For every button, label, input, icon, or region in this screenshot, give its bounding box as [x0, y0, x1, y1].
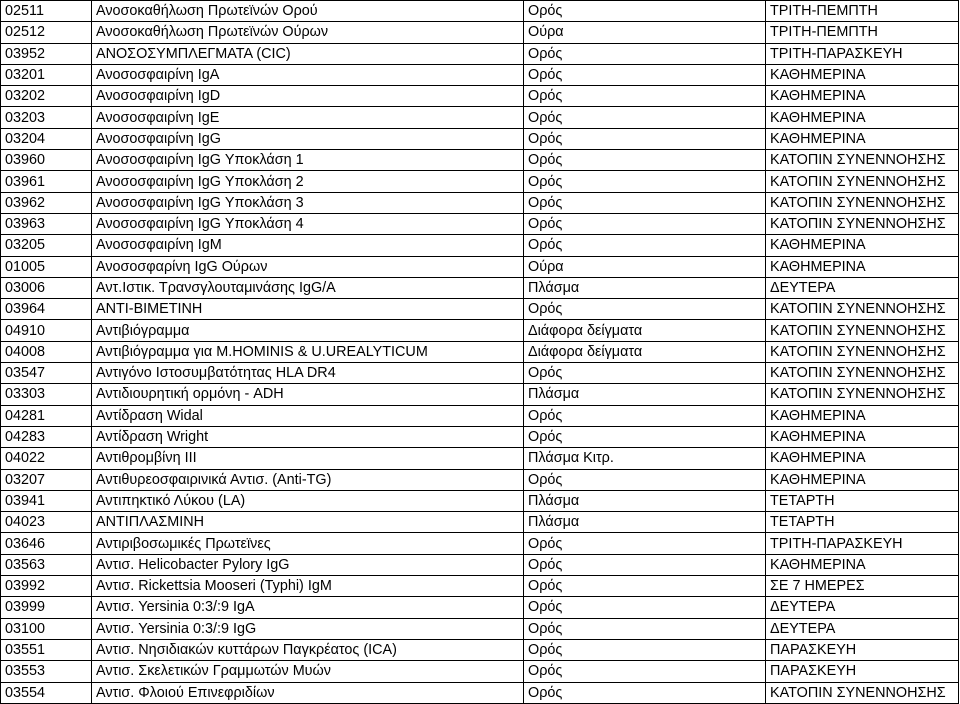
table-body [1, 1, 959, 704]
sample-type-cell: Ορός [524, 192, 766, 213]
test-code-cell: 03962 [1, 192, 92, 213]
table-row [1, 150, 959, 171]
test-code-cell: 03646 [1, 533, 92, 554]
test-code-cell: 04283 [1, 426, 92, 447]
sample-type-cell: Ορός [524, 618, 766, 639]
sample-type-cell: Ορός [524, 150, 766, 171]
sample-type-cell: Ορός [524, 576, 766, 597]
table-row [1, 682, 959, 703]
test-name-cell: Αντίδραση Wright [92, 426, 524, 447]
schedule-cell: ΚΑΘΗΜΕΡΙΝΑ [766, 235, 959, 256]
schedule-cell: ΚΑΤΟΠΙΝ ΣΥΝΕΝΝΟΗΣΗΣ [766, 171, 959, 192]
schedule-cell: ΤΕΤΑΡΤΗ [766, 490, 959, 511]
table-row [1, 639, 959, 660]
schedule-cell: ΚΑΘΗΜΕΡΙΝΑ [766, 107, 959, 128]
table-row [1, 597, 959, 618]
table-row [1, 448, 959, 469]
test-name-cell: Ανοσοσφαιρίνη IgD [92, 86, 524, 107]
table-row [1, 277, 959, 298]
sample-type-cell: Ορός [524, 661, 766, 682]
table-row [1, 661, 959, 682]
sample-type-cell: Ορός [524, 107, 766, 128]
table-row [1, 107, 959, 128]
sample-type-cell: Ορός [524, 639, 766, 660]
schedule-cell: ΚΑΘΗΜΕΡΙΝΑ [766, 448, 959, 469]
test-code-cell: 01005 [1, 256, 92, 277]
table-row [1, 256, 959, 277]
test-name-cell: Αντισ. Rickettsia Mooseri (Typhi) IgM [92, 576, 524, 597]
table-row [1, 554, 959, 575]
sample-type-cell: Ορός [524, 64, 766, 85]
test-name-cell: Ανοσοσφαιρίνη IgA [92, 64, 524, 85]
test-name-cell: Αντιδιουρητική ορμόνη - ADH [92, 384, 524, 405]
test-name-cell: Αντισ. Helicobacter Pylory IgG [92, 554, 524, 575]
test-code-cell: 03563 [1, 554, 92, 575]
schedule-cell: ΚΑΘΗΜΕΡΙΝΑ [766, 64, 959, 85]
sample-type-cell: Πλάσμα [524, 512, 766, 533]
schedule-cell: ΔΕΥΤΕΡΑ [766, 597, 959, 618]
test-code-cell: 02512 [1, 22, 92, 43]
test-code-cell: 04281 [1, 405, 92, 426]
schedule-cell: ΚΑΘΗΜΕΡΙΝΑ [766, 554, 959, 575]
test-name-cell: Αντιπηκτικό Λύκου (LA) [92, 490, 524, 511]
schedule-cell: ΚΑΤΟΠΙΝ ΣΥΝΕΝΝΟΗΣΗΣ [766, 150, 959, 171]
test-code-cell: 03100 [1, 618, 92, 639]
test-name-cell: Αντ.Ιστικ. Τρανσγλουταμινάσης IgG/A [92, 277, 524, 298]
sample-type-cell: Ορός [524, 1, 766, 22]
table-row [1, 512, 959, 533]
schedule-cell: ΚΑΤΟΠΙΝ ΣΥΝΕΝΝΟΗΣΗΣ [766, 341, 959, 362]
schedule-cell: ΚΑΘΗΜΕΡΙΝΑ [766, 86, 959, 107]
sample-type-cell: Ορός [524, 43, 766, 64]
table-row [1, 22, 959, 43]
test-name-cell: Αντιγόνο Ιστοσυμβατότητας HLA DR4 [92, 363, 524, 384]
schedule-cell: ΤΡΙΤΗ-ΠΑΡΑΣΚΕΥΗ [766, 533, 959, 554]
table-row [1, 533, 959, 554]
test-code-cell: 03551 [1, 639, 92, 660]
schedule-cell: ΠΑΡΑΣΚΕΥΗ [766, 639, 959, 660]
test-code-cell: 03964 [1, 299, 92, 320]
test-code-cell: 03999 [1, 597, 92, 618]
table-row [1, 469, 959, 490]
schedule-cell: ΣΕ 7 ΗΜΕΡΕΣ [766, 576, 959, 597]
sample-type-cell: Ορός [524, 128, 766, 149]
sample-type-cell: Ούρα [524, 256, 766, 277]
test-name-cell: Ανοσοκαθήλωση Πρωτεϊνών Ορού [92, 1, 524, 22]
table-row [1, 192, 959, 213]
schedule-cell: ΚΑΤΟΠΙΝ ΣΥΝΕΝΝΟΗΣΗΣ [766, 682, 959, 703]
test-code-cell: 03006 [1, 277, 92, 298]
test-name-cell: Αντιριβοσωμικές Πρωτεϊνες [92, 533, 524, 554]
table-row [1, 618, 959, 639]
schedule-cell: ΚΑΤΟΠΙΝ ΣΥΝΕΝΝΟΗΣΗΣ [766, 320, 959, 341]
test-name-cell: Αντισ. Yersinia 0:3/:9 IgA [92, 597, 524, 618]
sample-type-cell: Ορός [524, 682, 766, 703]
test-name-cell: Ανοσοκαθήλωση Πρωτεϊνών Ούρων [92, 22, 524, 43]
test-code-cell: 03303 [1, 384, 92, 405]
test-code-cell: 03961 [1, 171, 92, 192]
sample-type-cell: Ορός [524, 363, 766, 384]
test-code-cell: 03554 [1, 682, 92, 703]
test-name-cell: Αντισ. Σκελετικών Γραμμωτών Μυών [92, 661, 524, 682]
test-name-cell: Ανοσοσφαρίνη IgG Ούρων [92, 256, 524, 277]
table-row [1, 405, 959, 426]
test-code-cell: 03204 [1, 128, 92, 149]
table-row [1, 320, 959, 341]
test-code-cell: 04910 [1, 320, 92, 341]
schedule-cell: ΚΑΘΗΜΕΡΙΝΑ [766, 469, 959, 490]
sample-type-cell: Πλάσμα [524, 384, 766, 405]
schedule-cell: ΔΕΥΤΕΡΑ [766, 277, 959, 298]
sample-type-cell: Διάφορα δείγματα [524, 320, 766, 341]
schedule-cell: ΤΡΙΤΗ-ΠΑΡΑΣΚΕΥΗ [766, 43, 959, 64]
sample-type-cell: Ορός [524, 213, 766, 234]
sample-type-cell: Ορός [524, 171, 766, 192]
test-name-cell: Ανοσοσφαιρίνη IgG Υποκλάση 2 [92, 171, 524, 192]
table-row [1, 576, 959, 597]
table-row [1, 235, 959, 256]
test-name-cell: Αντιβιόγραμμα [92, 320, 524, 341]
table-row [1, 128, 959, 149]
schedule-cell: ΚΑΘΗΜΕΡΙΝΑ [766, 128, 959, 149]
test-name-cell: Ανοσοσφαιρίνη IgE [92, 107, 524, 128]
table-row [1, 171, 959, 192]
table-row [1, 384, 959, 405]
schedule-cell: ΚΑΘΗΜΕΡΙΝΑ [766, 405, 959, 426]
test-name-cell: Ανοσοσφαιρίνη IgM [92, 235, 524, 256]
sample-type-cell: Ορός [524, 86, 766, 107]
sample-type-cell: Ορός [524, 554, 766, 575]
table-row [1, 299, 959, 320]
test-code-cell: 03202 [1, 86, 92, 107]
schedule-cell: ΚΑΤΟΠΙΝ ΣΥΝΕΝΝΟΗΣΗΣ [766, 192, 959, 213]
schedule-cell: ΠΑΡΑΣΚΕΥΗ [766, 661, 959, 682]
sample-type-cell: Πλάσμα [524, 277, 766, 298]
schedule-cell: ΚΑΘΗΜΕΡΙΝΑ [766, 426, 959, 447]
sample-type-cell: Διάφορα δείγματα [524, 341, 766, 362]
sample-type-cell: Ορός [524, 533, 766, 554]
test-name-cell: Αντιθρομβίνη III [92, 448, 524, 469]
test-name-cell: Αντισ. Φλοιού Επινεφριδίων [92, 682, 524, 703]
test-code-cell: 04022 [1, 448, 92, 469]
test-name-cell: Ανοσοσφαιρίνη IgG Υποκλάση 1 [92, 150, 524, 171]
test-code-cell: 03205 [1, 235, 92, 256]
table-row [1, 64, 959, 85]
table-row [1, 426, 959, 447]
schedule-cell: ΚΑΤΟΠΙΝ ΣΥΝΕΝΝΟΗΣΗΣ [766, 213, 959, 234]
schedule-cell: ΚΑΘΗΜΕΡΙΝΑ [766, 256, 959, 277]
sample-type-cell: Ορός [524, 469, 766, 490]
test-code-cell: 04023 [1, 512, 92, 533]
test-code-cell: 03547 [1, 363, 92, 384]
sample-type-cell: Πλάσμα [524, 490, 766, 511]
test-name-cell: ΑΝΤΙ-ΒΙΜΕΤΙΝΗ [92, 299, 524, 320]
table-row [1, 213, 959, 234]
test-code-cell: 03201 [1, 64, 92, 85]
sample-type-cell: Ούρα [524, 22, 766, 43]
sample-type-cell: Πλάσμα Κιτρ. [524, 448, 766, 469]
test-code-cell: 03963 [1, 213, 92, 234]
schedule-cell: ΚΑΤΟΠΙΝ ΣΥΝΕΝΝΟΗΣΗΣ [766, 299, 959, 320]
table-row [1, 490, 959, 511]
sample-type-cell: Ορός [524, 299, 766, 320]
test-code-cell: 03941 [1, 490, 92, 511]
test-name-cell: Αντιβιόγραμμα για M.HOMINIS & U.UREALYTICUM [92, 341, 524, 362]
schedule-cell: ΚΑΤΟΠΙΝ ΣΥΝΕΝΝΟΗΣΗΣ [766, 363, 959, 384]
test-code-cell: 03207 [1, 469, 92, 490]
test-name-cell: Ανοσοσφαιρίνη IgG Υποκλάση 3 [92, 192, 524, 213]
test-code-cell: 03203 [1, 107, 92, 128]
test-code-cell: 03553 [1, 661, 92, 682]
schedule-cell: ΤΕΤΑΡΤΗ [766, 512, 959, 533]
table-row [1, 43, 959, 64]
schedule-cell: ΤΡΙΤΗ-ΠΕΜΠΤΗ [766, 1, 959, 22]
test-name-cell: Αντισ. Yersinia 0:3/:9 IgG [92, 618, 524, 639]
test-code-cell: 02511 [1, 1, 92, 22]
test-name-cell: Αντίδραση Widal [92, 405, 524, 426]
test-name-cell: Αντισ. Νησιδιακών κυττάρων Παγκρέατος (ICA) [92, 639, 524, 660]
sample-type-cell: Ορός [524, 405, 766, 426]
sample-type-cell: Ορός [524, 235, 766, 256]
table-row [1, 86, 959, 107]
test-name-cell: Ανοσοσφαιρίνη IgG [92, 128, 524, 149]
schedule-cell: ΤΡΙΤΗ-ΠΕΜΠΤΗ [766, 22, 959, 43]
schedule-cell: ΔΕΥΤΕΡΑ [766, 618, 959, 639]
table-row [1, 1, 959, 22]
test-code-cell: 03952 [1, 43, 92, 64]
table-row [1, 341, 959, 362]
test-code-cell: 03960 [1, 150, 92, 171]
sample-type-cell: Ορός [524, 426, 766, 447]
schedule-cell: ΚΑΤΟΠΙΝ ΣΥΝΕΝΝΟΗΣΗΣ [766, 384, 959, 405]
test-name-cell: Αντιθυρεοσφαιρινικά Αντισ. (Anti-TG) [92, 469, 524, 490]
test-name-cell: ΑΝΤΙΠΛΑΣΜΙΝΗ [92, 512, 524, 533]
sample-type-cell: Ορός [524, 597, 766, 618]
test-name-cell: Ανοσοσφαιρίνη IgG Υποκλάση 4 [92, 213, 524, 234]
test-name-cell: ΑΝΟΣΟΣΥΜΠΛΕΓΜΑΤΑ (CIC) [92, 43, 524, 64]
test-code-cell: 04008 [1, 341, 92, 362]
test-code-cell: 03992 [1, 576, 92, 597]
table-row [1, 363, 959, 384]
